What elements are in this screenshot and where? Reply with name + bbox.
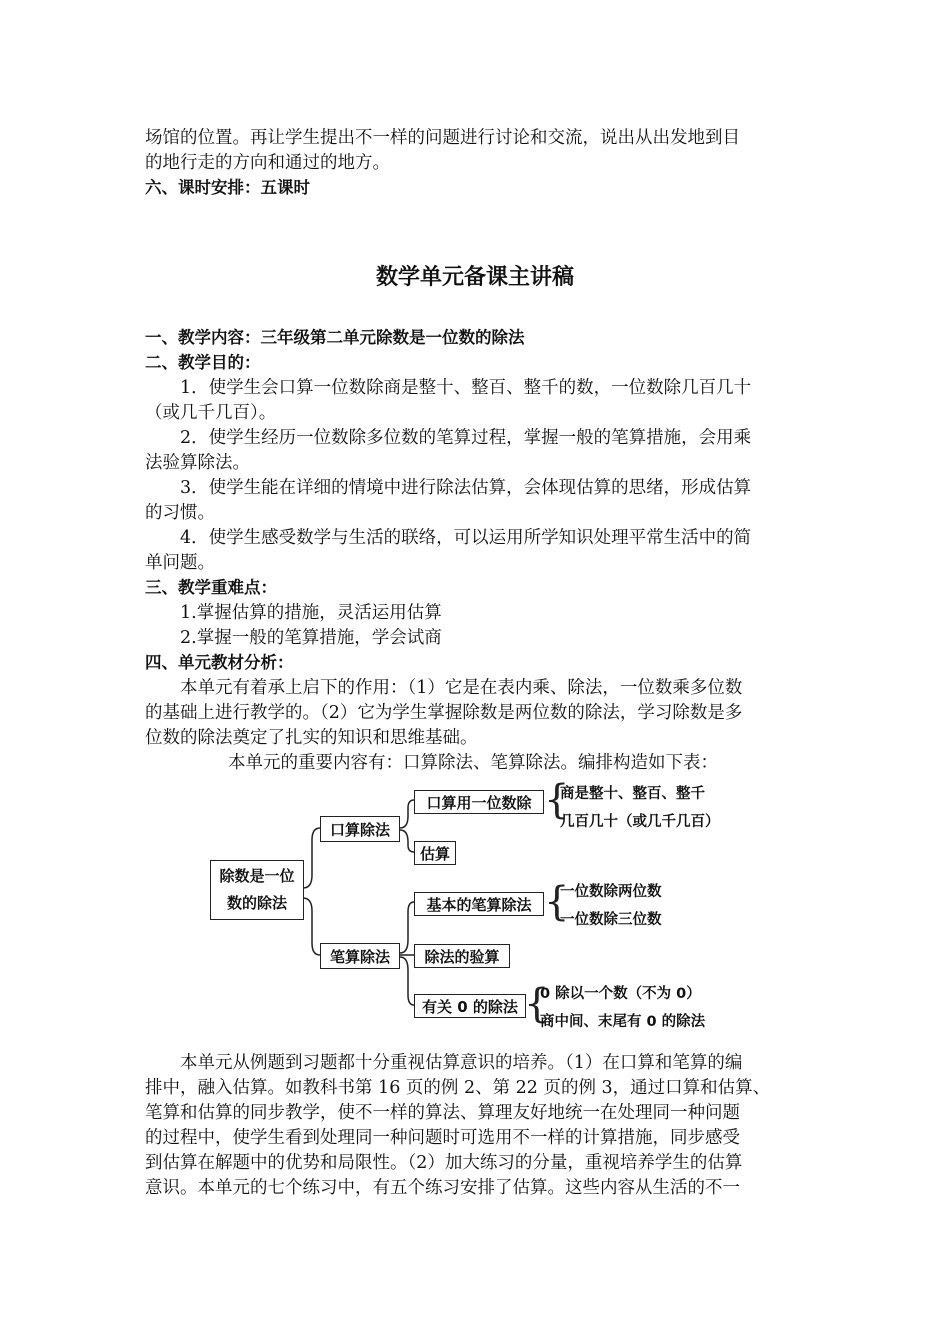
paragraph-line: 笔算和估算的同步教学，使不一样的算法、算理友好地统一在处理同一种问题 (145, 1103, 740, 1123)
paragraph-line: 意识。本单元的七个练习中，有五个练习安排了估算。这些内容从生活的不一 (145, 1178, 740, 1198)
paragraph-line: 本单元的重要内容有：口算除法、笔算除法。编排构造如下表： (228, 753, 718, 773)
section-heading: 三、教学重难点： (145, 578, 277, 597)
section-heading: 一、教学内容：三年级第二单元除数是一位数的除法 (145, 328, 525, 347)
goal-item: 法验算除法。 (145, 453, 250, 473)
page-title: 数学单元备课主讲稿 (375, 265, 574, 290)
branch-text: 0 除以一个数（不为 0） (540, 986, 701, 1002)
root-label-line: 数的除法 (226, 894, 287, 912)
goal-item: 1．使学生会口算一位数除商是整十、整百、整千的数，一位数除几百几十 (180, 378, 752, 398)
branch-text: 一位数除两位数 (560, 884, 662, 900)
brace-icon: { (544, 879, 570, 925)
key-point: 1.掌握估算的措施，灵活运用估算 (180, 603, 442, 623)
brace-icon: { (544, 777, 570, 823)
goal-item: 4．使学生感受数学与生活的联络，可以运用所学知识处理平常生活中的简 (180, 528, 752, 548)
goal-item: 3．使学生能在详细的情境中进行除法估算，会体现估算的思绪，形成估算 (180, 478, 752, 498)
connector-line (303, 898, 320, 955)
root-label-line: 除数是一位 (219, 867, 295, 885)
root-box (210, 860, 304, 920)
brace-icon: { (524, 981, 550, 1027)
paragraph-line: 本单元从例题到习题都十分重视估算意识的培养。（1）在口算和笔算的编 (180, 1053, 743, 1073)
section-heading: 六、课时安排：五课时 (145, 178, 310, 197)
goal-item: 2．使学生经历一位数除多位数的笔算过程，掌握一般的笔算措施，会用乘 (180, 428, 752, 448)
paragraph-line: 到估算在解题中的优势和局限性。（2）加大练习的分量，重视培养学生的估算 (145, 1153, 743, 1173)
section-heading: 二、教学目的： (145, 353, 261, 372)
paragraph-line: 的过程中，使学生看到处理同一种问题时可选用不一样的计算措施，同步感受 (145, 1128, 740, 1148)
connector-line (400, 800, 414, 828)
connector-line (303, 828, 320, 888)
goal-item: （或几千几百）。 (145, 403, 277, 423)
branch-text: 商是整十、整百、整千 (560, 786, 705, 802)
goal-item: 单问题。 (145, 553, 215, 573)
branch-text: 一位数除三位数 (560, 912, 662, 928)
branch-text: 几百几十（或几千几百） (560, 814, 720, 830)
estimate-box: 估算 (414, 841, 456, 865)
section-heading: 四、单元教材分析： (145, 653, 294, 672)
goal-item: 的习惯。 (145, 503, 215, 523)
oral-division-box: 口算除法 (320, 816, 400, 842)
written-division-box: 笔算除法 (320, 943, 400, 969)
paragraph-line: 的基础上进行教学的。（2）它为学生掌握除数是两位数的除法，学习除数是多 (145, 703, 743, 723)
structure-diagram (200, 770, 760, 1035)
connector-line (400, 902, 414, 953)
basic-written-box: 基本的笔算除法 (414, 892, 544, 916)
zero-division-box: 有关 0 的除法 (414, 994, 526, 1018)
connector-line (400, 957, 414, 1005)
paragraph-line: 排中，融入估算。如教科书第 16 页的例 2、第 22 页的例 3，通过口算和估算、 (145, 1078, 771, 1098)
paragraph-line: 位数的除法奠定了扎实的知识和思维基础。 (145, 728, 478, 748)
text-line: 场馆的位置。再让学生提出不一样的问题进行讨论和交流，说出从出发地到目 (145, 128, 740, 148)
paragraph-line: 本单元有着承上启下的作用：（1）它是在表内乘、除法，一位数乘多位数 (180, 678, 743, 698)
branch-text: 商中间、末尾有 0 的除法 (540, 1014, 706, 1030)
connector-line (400, 830, 414, 852)
key-point: 2.掌握一般的笔算措施，学会试商 (180, 628, 442, 648)
check-box: 除法的验算 (414, 944, 510, 968)
oral-one-digit-box: 口算用一位数除 (414, 790, 544, 814)
text-line: 的地行走的方向和通过的地方。 (145, 153, 390, 173)
